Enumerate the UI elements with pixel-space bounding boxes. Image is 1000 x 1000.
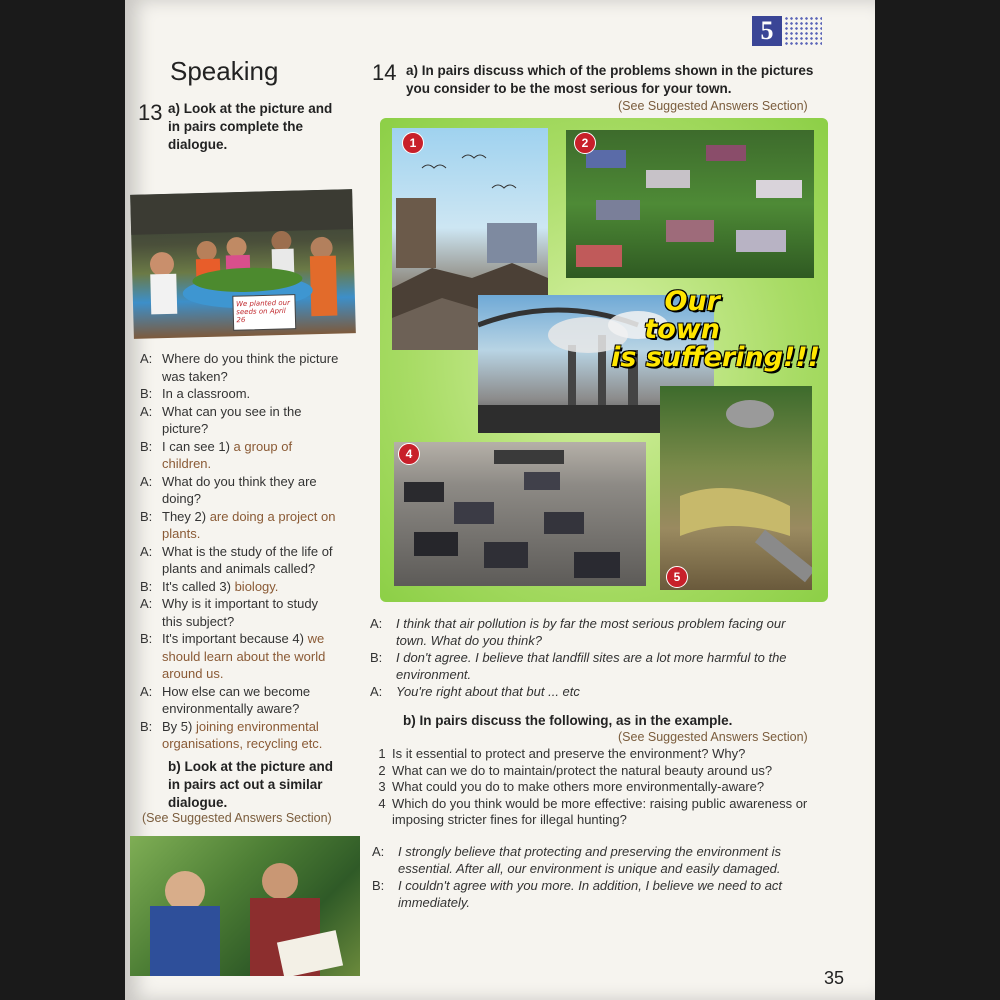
exercise-13-number: 13 xyxy=(138,100,163,125)
question-item: 1 Is it essential to protect and preserve the environment? Why? xyxy=(378,746,746,761)
classroom-photo xyxy=(130,189,356,339)
car-scrapyard-photo xyxy=(566,130,814,278)
nature-photo xyxy=(130,836,360,976)
dialogue-line: B: By 5) joining environmental organisations, recycling etc. xyxy=(140,718,323,751)
photo-marker-4: 4 xyxy=(398,443,420,465)
photo-marker-5: 5 xyxy=(666,566,688,588)
page-number: 35 xyxy=(824,968,845,988)
our-town-banner xyxy=(600,288,820,372)
photo-marker-1: 1 xyxy=(402,132,424,154)
exercise-14b-instruction: b) In pairs discuss the following, as in the example. xyxy=(403,713,733,728)
question-item: 4 Which do you think would be more effective: raising public awareness or imposing stricter fines for illegal hunting? xyxy=(378,795,808,827)
traffic-jam-photo xyxy=(394,442,646,586)
answer-4: we should learn about the world around us. xyxy=(162,631,326,681)
dialogue-line: B: It's important because 4) we should learn about the world around us. xyxy=(140,631,326,681)
dialogue-line: A: What do you think they are doing? xyxy=(140,473,317,506)
exercise-14-number: 14 xyxy=(372,60,397,85)
scrapyard-illustration xyxy=(566,130,814,278)
section-heading: Speaking xyxy=(170,56,279,86)
discussion-questions xyxy=(372,746,822,829)
stream-illustration xyxy=(660,386,812,590)
suggested-answers-13: (See Suggested Answers Section) xyxy=(142,811,332,825)
suggested-answers-14b: (See Suggested Answers Section) xyxy=(618,730,808,744)
dialogue-line: A: What is the study of the life of plants and animals called? xyxy=(140,543,333,576)
polluted-stream-photo xyxy=(660,386,812,590)
answer-5: joining environmental organisations, recycling etc. xyxy=(162,718,323,751)
unit-badge: 5 xyxy=(752,16,782,46)
seed-sign-text: We planted our seeds on April 26 xyxy=(235,298,291,325)
exercise-13a-instruction: a) Look at the picture and in pairs complete the dialogue. xyxy=(168,101,333,152)
banner-line-2: is suffering!!! xyxy=(611,342,820,373)
answer-1: a group of children. xyxy=(162,438,293,471)
nature-illustration xyxy=(130,836,360,976)
example-line: A: I think that air pollution is by far the most serious problem facing our town. What do you think? xyxy=(370,616,786,648)
dialogue-line: A: How else can we become environmentally aware? xyxy=(140,683,311,716)
example-dialogue-14a xyxy=(370,615,820,700)
dialogue-line: A: What can you see in the picture? xyxy=(140,403,302,436)
example-line: B: I don't agree. I believe that landfill sites are a lot more harmful to the environment. xyxy=(370,650,787,682)
exercise-14a-instruction: a) In pairs discuss which of the problems shown in the pictures you consider to be the most serious for your town. xyxy=(406,63,814,96)
dialogue-line: B: It's called 3) biology. xyxy=(140,578,279,594)
dialogue-line: A: Why is it important to study this subject? xyxy=(140,596,319,629)
traffic-illustration xyxy=(394,442,646,586)
answer-2: are doing a project on plants. xyxy=(162,508,336,541)
photo-marker-2: 2 xyxy=(574,132,596,154)
dialogue-line: B: They 2) are doing a project on plants. xyxy=(140,508,336,541)
dialogue-line: A: Where do you think the picture was taken? xyxy=(140,351,339,384)
example-line: B: I couldn't agree with you more. In addition, I believe we need to act immediately. xyxy=(372,878,783,910)
example-dialogue-14b xyxy=(372,843,824,911)
banner-line-1: Our town xyxy=(644,286,720,345)
example-line: A: I strongly believe that protecting and preserving the environment is essential. After all, our environment is unique and easily damaged. xyxy=(372,844,781,876)
dialogue-line: B: In a classroom. xyxy=(140,386,251,401)
suggested-answers-14a: (See Suggested Answers Section) xyxy=(618,99,808,113)
example-line: A: You're right about that but ... etc xyxy=(370,684,580,699)
dialogue-13 xyxy=(140,350,340,753)
dialogue-line: B: I can see 1) a group of children. xyxy=(140,438,293,471)
question-item: 3 What could you do to make others more environmentally-aware? xyxy=(378,779,765,794)
question-item: 2 What can we do to maintain/protect the natural beauty around us? xyxy=(378,762,773,778)
answer-3: biology. xyxy=(234,578,279,594)
unit-dots-decoration xyxy=(784,16,822,46)
exercise-13b-instruction: b) Look at the picture and in pairs act out a similar dialogue. xyxy=(168,759,334,810)
